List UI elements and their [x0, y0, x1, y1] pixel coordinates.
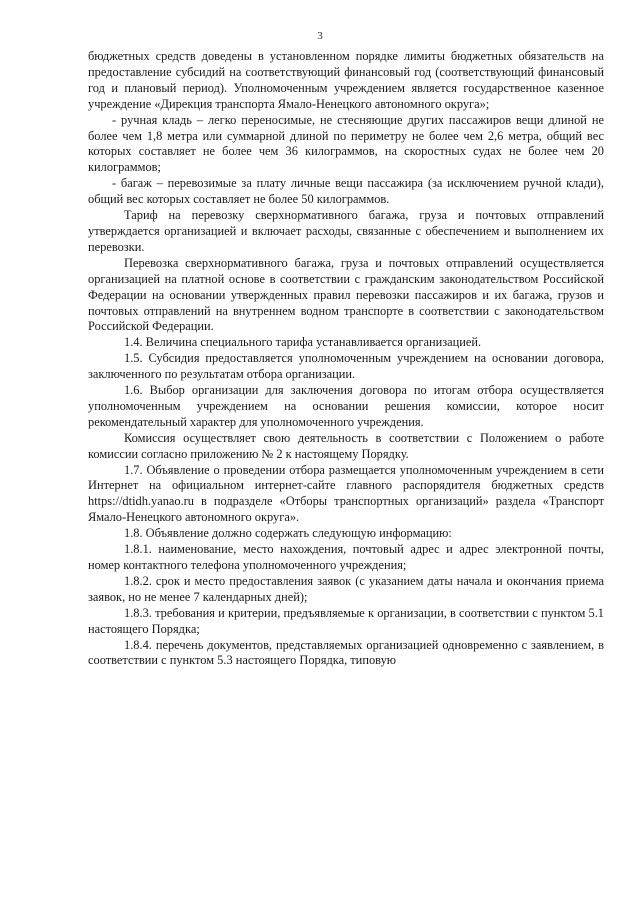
paragraph-tariff: Тариф на перевозку сверхнормативного багажа, груза и почтовых отправлений утверждается организацией и включает расходы, связанные с обеспечением и выполнением их перевозки. [88, 208, 604, 254]
paragraph-1-8-3: 1.8.3. требования и критерии, предъявляемые к организации, в соответствии с пунктом 5.1 настоящего Порядка; [88, 605, 604, 636]
page-number: 3 [317, 30, 323, 42]
paragraph-1-8-2: 1.8.2. срок и место предоставления заявок (с указанием даты начала и окончания приема заявок, но не менее 7 календарных дней); [88, 573, 604, 604]
paragraph-baggage: - багаж – перевозимые за плату личные вещи пассажира (за исключением ручной клади), общий вес которых составляет не более 50 килограммов. [88, 176, 604, 207]
paragraph-hand-luggage: - ручная кладь – легко переносимые, не стесняющие других пассажиров вещи длиной не более чем 1,8 метра или суммарной длиной по периметру не более чем 2,6 метра, общий вес которых составляет не более чем 36 килограммов, на скоростных судах не более чем 20 килограммов; [88, 112, 604, 175]
paragraph-1-7: 1.7. Объявление о проведении отбора размещается уполномоченным учреждением в сети Интернет на официальном интернет-сайте главного распорядителя бюджетных средств https://dtidh.yanao.ru в подразделе «Отборы транспортных организаций» раздела «Транспорт Ямало-Ненецкого автономного округа». [88, 462, 604, 525]
paragraph-1-4: 1.4. Величина специального тарифа устанавливается организацией. [124, 335, 482, 350]
paragraph-1-8: 1.8. Объявление должно содержать следующую информацию: [124, 526, 452, 541]
paragraph-1-6: 1.6. Выбор организации для заключения договора по итогам отбора осуществляется уполномоченным учреждением на основании решения комиссии, которое носит рекомендательный характер для уполномоченного учреждения. [88, 383, 604, 429]
paragraph-commission: Комиссия осуществляет свою деятельность в соответствии с Положением о работе комиссии согласно приложению № 2 к настоящему Порядку. [88, 430, 604, 461]
paragraph-1-8-4: 1.8.4. перечень документов, представляемых организацией одновременно с заявлением, в соответствии с пунктом 5.3 настоящего Порядка, типовую [88, 637, 604, 668]
paragraph-1-5: 1.5. Субсидия предоставляется уполномоченным учреждением на основании договора, заключенного по результатам отбора организации. [88, 351, 604, 382]
paragraph-budget-intro: бюджетных средств доведены в установленном порядке лимиты бюджетных обязательств на предоставление субсидий на соответствующий финансовый год (соответствующий финансовый год и плановый период). Уполномоченным учреждением является государственное казенное учреждение «Дирекция транспорта Ямало-Ненецкого автономного округа»; [88, 49, 604, 111]
document-body [88, 49, 604, 669]
paragraph-transportation: Перевозка сверхнормативного багажа, груза и почтовых отправлений осуществляется организацией на платной основе в соответствии с гражданским законодательством Российской Федерации на основании утвержденных правил перевозки пассажиров и их багажа, грузов и почтовых отправлений на внутреннем водном транспорте в соответствии с законодательством Российской Федерации. [88, 255, 604, 334]
paragraph-1-8-1: 1.8.1. наименование, место нахождения, почтовый адрес и адрес электронной почты, номер контактного телефона уполномоченного учреждения; [88, 542, 604, 572]
